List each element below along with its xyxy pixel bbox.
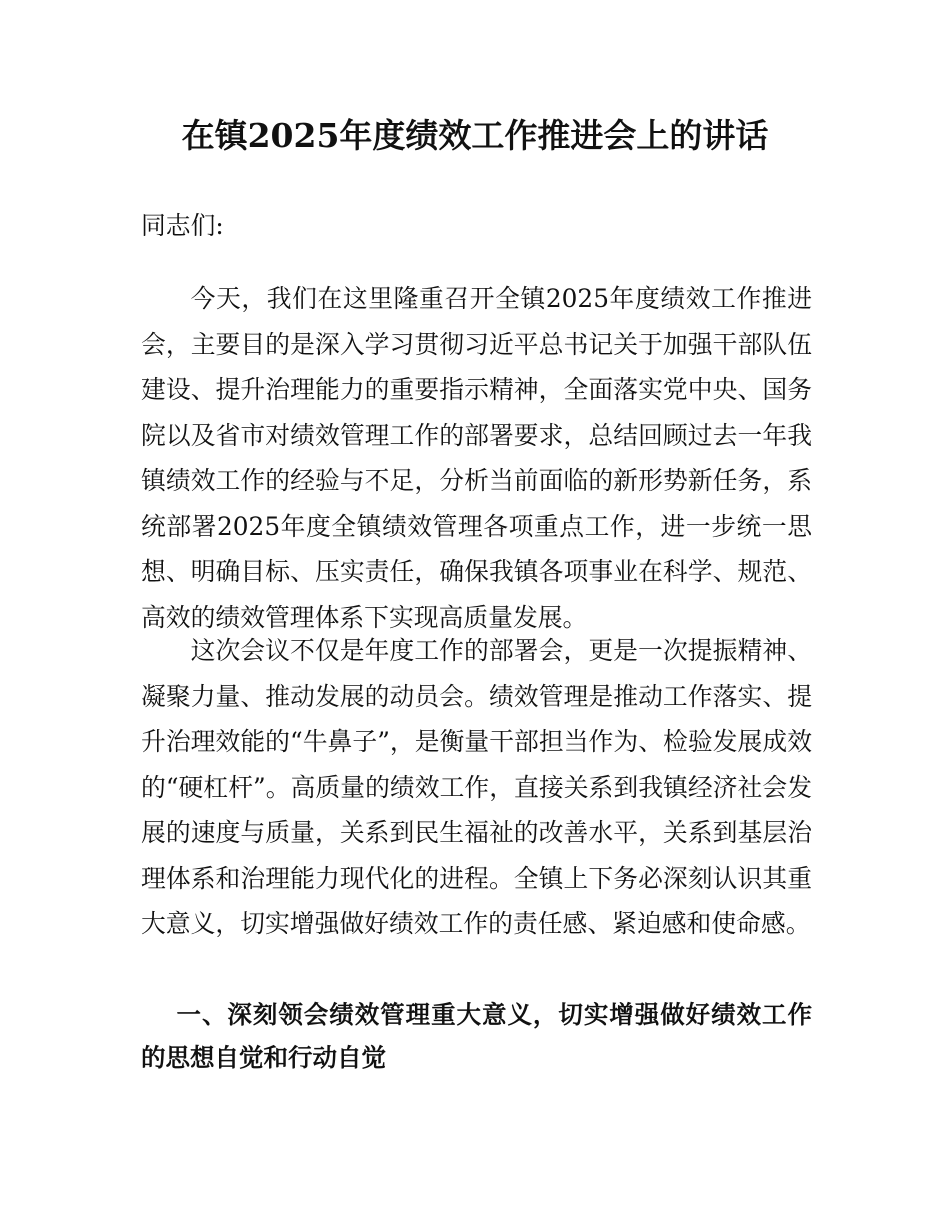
paragraph-intro: 今天，我们在这里隆重召开全镇2025年度绩效工作推进会，主要目的是深入学习贯彻习近平总书记关于加强干部队伍建设、提升治理能力的重要指示精神，全面落实党中央、国务院以及省市对绩效管理工作的部署要求，总结回顾过去一年我镇绩效工作的经验与不足，分析当前面临的新形势新任务，系统部署2025年度全镇绩效管理各项重点工作，进一步统一思想、明确目标、压实责任，确保我镇各项事业在科学、规范、高效的绩效管理体系下实现高质量发展。: [141, 284, 812, 632]
salutation: 同志们:: [141, 211, 224, 240]
section-heading-1: 一、深刻领会绩效管理重大意义，切实增强做好绩效工作的思想自觉和行动自觉: [141, 1000, 812, 1072]
paragraph-significance: 这次会议不仅是年度工作的部署会，更是一次提振精神、凝聚力量、推动发展的动员会。绩效管理是推动工作落实、提升治理效能的“牛鼻子”，是衡量干部担当作为、检验发展成效的“硬杠杆”。高质量的绩效工作，直接关系到我镇经济社会发展的速度与质量，关系到民生福祉的改善水平，关系到基层治理体系和治理能力现代化的进程。全镇上下务必深刻认识其重大意义，切实增强做好绩效工作的责任感、紧迫感和使命感。: [141, 636, 812, 938]
document-title: 在镇2025年度绩效工作推进会上的讲话: [181, 116, 769, 155]
